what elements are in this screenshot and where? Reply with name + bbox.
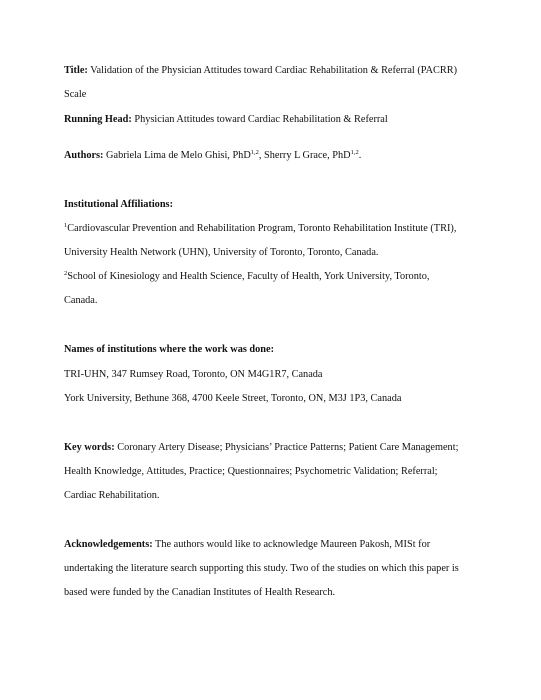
title-line-2: Scale bbox=[64, 89, 87, 100]
acknowledgements-label: Acknowledgements: bbox=[64, 539, 153, 550]
acknowledgements-line-3: based were funded by the Canadian Institutes of Health Research. bbox=[64, 587, 336, 598]
keywords-text: Coronary Artery Disease; Physicians’ Practice Patterns; Patient Care Management; bbox=[114, 442, 459, 453]
acknowledgements-line bbox=[64, 540, 430, 550]
title-label: Title: bbox=[64, 65, 88, 76]
affiliation-2-continued: Canada. bbox=[64, 295, 98, 306]
author-1: Gabriela Lima de Melo Ghisi, PhD bbox=[103, 150, 251, 161]
institution-2: York University, Bethune 368, 4700 Keele Street, Toronto, ON, M3J 1P3, Canada bbox=[64, 393, 402, 404]
affiliation-1 bbox=[64, 224, 456, 234]
author-2: , Sherry L Grace, PhD bbox=[258, 150, 351, 161]
affiliation-2 bbox=[64, 272, 429, 282]
institution-1: TRI-UHN, 347 Rumsey Road, Toronto, ON M4G1R7, Canada bbox=[64, 369, 323, 380]
keywords-line bbox=[64, 443, 458, 453]
institutions-heading: Names of institutions where the work was done: bbox=[64, 344, 275, 355]
title-text: Validation of the Physician Attitudes toward Cardiac Rehabilitation & Referral (PACRR) bbox=[87, 65, 458, 76]
author-2-affiliation: 1,2 bbox=[350, 149, 359, 156]
acknowledgements-text: The authors would like to acknowledge Maureen Pakosh, MISt for bbox=[152, 539, 431, 550]
affiliations-heading: Institutional Affiliations: bbox=[64, 199, 173, 210]
keywords-line-3: Cardiac Rehabilitation. bbox=[64, 490, 160, 501]
author-1-affiliation: 1,2 bbox=[250, 149, 259, 156]
authors-end: . bbox=[358, 150, 362, 161]
affiliation-2-marker: 2 bbox=[64, 270, 68, 277]
affiliation-1-text: Cardiovascular Prevention and Rehabilitation Program, Toronto Rehabilitation Institute (TRI), bbox=[67, 223, 457, 234]
affiliation-2-text: School of Kinesiology and Health Science, Faculty of Health, York University, Toronto, bbox=[67, 271, 430, 282]
acknowledgements-line-2: undertaking the literature search supporting this study. Two of the studies on which this paper is bbox=[64, 563, 459, 574]
authors-line bbox=[64, 151, 361, 161]
title-line bbox=[64, 66, 457, 76]
affiliation-1-marker: 1 bbox=[64, 222, 68, 229]
authors-label: Authors: bbox=[64, 150, 104, 161]
affiliation-1-continued: University Health Network (UHN), University of Toronto, Toronto, Canada. bbox=[64, 247, 379, 258]
running-head-text: Physician Attitudes toward Cardiac Rehabilitation & Referral bbox=[131, 114, 388, 125]
running-head-line bbox=[64, 115, 388, 125]
keywords-label: Key words: bbox=[64, 442, 115, 453]
keywords-line-2: Health Knowledge, Attitudes, Practice; Questionnaires; Psychometric Validation; Referral; bbox=[64, 466, 438, 477]
running-head-label: Running Head: bbox=[64, 114, 132, 125]
